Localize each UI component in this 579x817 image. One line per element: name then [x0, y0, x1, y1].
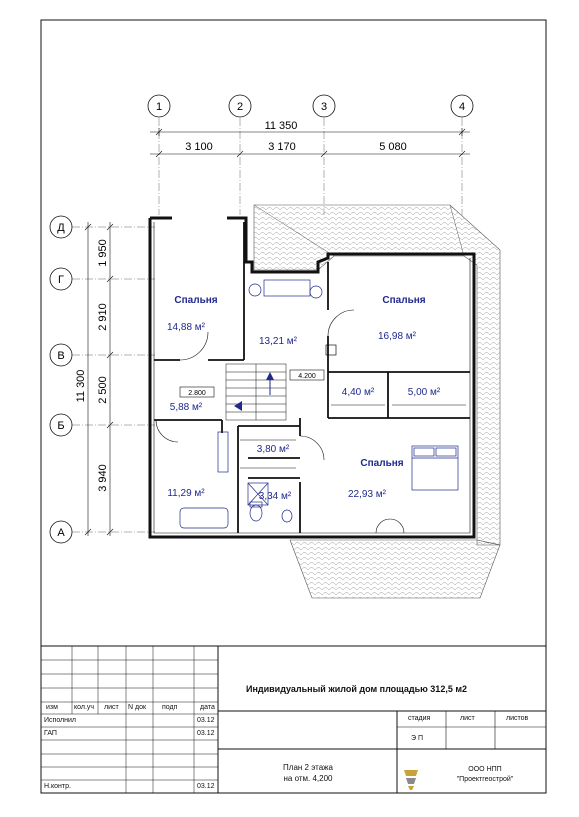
- room-area: 5,88 м²: [169, 402, 203, 413]
- room-name: Спальня: [360, 458, 404, 469]
- room-area: 22,93 м²: [347, 489, 387, 500]
- axis-label: В: [57, 350, 65, 362]
- tb-date: 03.12: [197, 783, 215, 790]
- dimension-vertical-span: 2 500: [97, 376, 109, 404]
- axis-label: 4: [458, 101, 466, 113]
- org-logo: [404, 770, 418, 790]
- project-title: Индивидуальный жилой дом площадью 312,5 м2: [246, 684, 467, 694]
- tb-sheet-header: лист: [460, 715, 475, 722]
- bed: [412, 446, 458, 490]
- tb-col-header: изм: [46, 704, 58, 711]
- room-name: Спальня: [382, 295, 426, 306]
- dimension-vertical-span: 1 950: [97, 239, 109, 267]
- room-name: Спальня: [174, 295, 218, 306]
- axis-bubbles: [50, 95, 473, 543]
- tb-col-header: кол.уч: [74, 704, 95, 711]
- room-area: 14,88 м²: [166, 322, 206, 333]
- axis-label: А: [57, 527, 65, 539]
- room-area: 3,80 м²: [256, 444, 290, 455]
- room-area: 4,40 м²: [341, 387, 375, 398]
- axis-grid: [72, 118, 462, 532]
- tb-col-header: подп: [162, 704, 178, 711]
- dimension-span: 3 100: [185, 141, 213, 153]
- title-block: [41, 646, 546, 793]
- room-area: 16,98 м²: [377, 331, 417, 342]
- room-area: 5,00 м²: [407, 387, 441, 398]
- axis-label: Д: [57, 222, 65, 234]
- tb-date: 03.12: [197, 730, 215, 737]
- room-area: 3,34 м²: [258, 491, 292, 502]
- stair-arrow-up: [266, 372, 274, 380]
- sheet-subtitle: на отм. 4,200: [283, 774, 333, 783]
- dimension-overall-width: 11 350: [264, 120, 298, 132]
- room-area: 13,21 м²: [258, 336, 298, 347]
- tb-col-header: лист: [104, 704, 119, 711]
- tb-role: Исполнил: [44, 717, 77, 724]
- axis-label: 1: [155, 101, 163, 113]
- axis-label: 3: [320, 101, 328, 113]
- stair-arrow-left: [234, 401, 242, 411]
- tb-stage-value: Э П: [411, 735, 424, 742]
- room-area: 11,29 м²: [167, 488, 205, 499]
- dimension-vertical-span: 3 940: [97, 464, 109, 492]
- stairs: [226, 364, 286, 420]
- sheet-title: План 2 этажа: [283, 763, 333, 772]
- level-mark: 2.800: [188, 390, 206, 397]
- tb-role: Н.контр.: [44, 783, 71, 790]
- roof-hatch: [254, 205, 500, 598]
- dimension-span: 3 170: [268, 141, 296, 153]
- tb-col-header: дата: [200, 704, 215, 711]
- dimension-span: 5 080: [379, 141, 407, 153]
- axis-label: Б: [57, 420, 65, 432]
- level-mark: 4.200: [298, 373, 316, 380]
- org-name-2: "Проектгеострой": [456, 776, 514, 783]
- axis-label: Г: [58, 274, 64, 286]
- tb-sheets-header: листов: [506, 715, 529, 722]
- tb-col-header: N док: [128, 704, 147, 711]
- dimension-vertical-span: 2 910: [97, 303, 109, 331]
- tb-stage-header: стадия: [408, 715, 431, 722]
- tb-date: 03.12: [197, 717, 215, 724]
- dimension-overall-height: 11 300: [75, 369, 87, 403]
- org-name: ООО НПП: [468, 766, 502, 773]
- tb-role: ГАП: [44, 730, 57, 737]
- axis-label: 2: [236, 101, 244, 113]
